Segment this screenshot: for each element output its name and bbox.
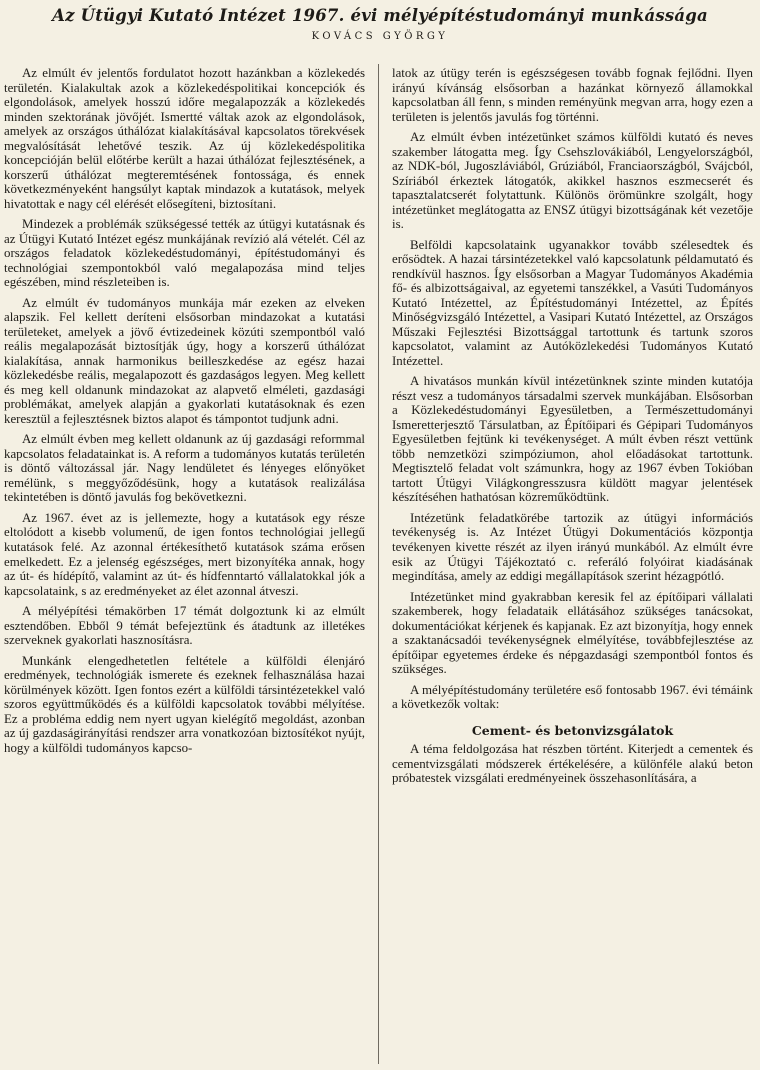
paragraph: Az elmúlt évben meg kellett oldanunk az új gazdasági reformmal kapcsolatos feladatainkat is. A reform a tudományos kutatás területén is döntő változással jár. Nagy lendületet és lényeges előnyöket remélünk, s meggyőződésünk, hogy a kutatások realizálása tekintetében is döntő javulás fog bekövetkezni. xyxy=(4,432,365,505)
paragraph: A mélyépítési témakörben 17 témát dolgoztunk ki az elmúlt esztendőben. Ebből 9 témát befejeztünk és átadtunk az illetékes szerveknek gyakorlati hasznosításra. xyxy=(4,604,365,648)
paragraph: Intézetünk feladatkörébe tartozik az útügyi információs tevékenység is. Az Intézet Útügyi Dokumentációs központja tevékenyen kivette részét az ilyen irányú munkából. Az elmúlt évre esik az Útügyi Tájékoztató c. referáló folyóirat kiadásának megindítása, amely az eddigi megállapítások szerint hézagpótló. xyxy=(392,510,753,584)
paragraph: Intézetünket mind gyakrabban keresik fel az építőipari vállalati szakemberek, hogy feladataik ellátásához szükséges tanácsokat, dokumentációkat kérjenek és kapjanak. Ez azt bizonyítja, hogy ennek a szaktanácsadói tevékenységnek elmélyítése, továbbfejlesztése az építőipar egyetemes érdeke és népgazdasági szempontból fontos és szükséges. xyxy=(392,589,753,677)
left-column xyxy=(4,66,365,761)
paragraph: latok az útügy terén is egészségesen tovább fognak fejlődni. Ilyen irányú kívánság elsősorban a hazánkat környező államokkal kapcsolatban áll fenn, s minden reményünk megvan arra, hogy ezen a területen is jelentős javulás fog történni. xyxy=(392,66,753,124)
article-title: Az Útügyi Kutató Intézet 1967. évi mélyépítéstudományi munkássága xyxy=(52,6,708,25)
paragraph: A téma feldolgozása hat részben történt. Kiterjedt a cementek és cementvizsgálati módszerek értékelésére, a különféle alakú beton próbatestek vizsgálati eredményeinek összehasonlítására, a xyxy=(392,742,753,786)
paragraph: Az 1967. évet az is jellemezte, hogy a kutatások egy része eltolódott a kisebb volumenű, de igen fontos technológiai jellegű kutatások felé. Az azonnal értékesíthető kutatások száma erősen emelkedett. Ez a jelenség egészséges, mert bizonyítéka annak, hogy az út- és hídépítő, valamint az út- és hídfenntartó vállalatokkal jók a kapcsolataink, s az eredményeket az élet azonnal átveszi. xyxy=(4,510,365,598)
right-column xyxy=(392,66,753,792)
paragraph: Mindezek a problémák szükségessé tették az útügyi kutatásnak és az Útügyi Kutató Intézet egész munkájának revízió alá vételét. Cél az országos feladatok közlekedéstudományi, építéstudományi és technológiai szempontokból való megalapozása mind teljes egészében, mind részleteiben is. xyxy=(4,217,365,290)
paragraph: Az elmúlt évben intézetünket számos külföldi kutató és neves szakember látogatta meg. Így Csehszlovákiából, Lengyelországból, az NDK-ból, Jugoszláviából, Grúziából, Franciaországból, Svájcból, Szíriából érkeztek látogatók, akikkel hasznos eszmecserét és tapasztalatcserét folytattunk. Különös örömünkre szolgált, hogy intézetünket meglátogatta az ENSZ útügyi bizottságának két vezetője is. xyxy=(392,130,753,232)
paragraph: Az elmúlt év tudományos munkája már ezeken az elveken alapszik. Fel kellett deríteni elsősorban mindazokat a kutatási területeket, amelyek a jövő évtizedeinek közúti szempontból való reális megalapozását biztosítják úgy, hogy a korszerű úthálózat kialakítása, annak harmonikus beilleszkedése az egész hazai közlekedésbe reális, megalapozott és gazdaságos legyen. Meg kellett és meg kell oldanunk mindazokat az alapvető elméleti, gazdasági problémákat, amelyek alapján a gyakorlati kutatásoknak és ezen keresztül a fejlesztésnek biztos alapot és támpontot tudjunk adni. xyxy=(4,295,365,426)
paragraph: A hivatásos munkán kívül intézetünknek szinte minden kutatója részt vesz a tudományos társadalmi szervek munkájában. Elsősorban a Közlekedéstudományi Egyesületben, a Természettudományi Ismeretterjesztő Társulatban, az Építőipari és Gépipari Tudományos Egyesületben fejtünk ki tevékenységet. A múlt évben részt vettünk több nemzetközi szimpóziumon, ahol előadásokat tartottunk. Megtisztelő feladat volt számunkra, hogy az 1967 évben Tokióban tartott Útügyi Világkongresszusra küldött magyar jelentések készítéséhen hathatósan közreműködtünk. xyxy=(392,374,753,505)
column-divider xyxy=(378,64,379,1064)
paragraph: Munkánk elengedhetetlen feltétele a külföldi élenjáró eredmények, technológiák ismerete és ezeknek felhasználása hazai körülmények között. Igen fontos ezért a külföldi társintézetekkel való szoros együttműködés és a külföldi kapcsolatok további mélyítése. Ez a probléma eddig nem nyert ugyan kielégítő megoldást, azonban az új gazdaságirányítási rendszer arra vonatkozóan biztosítékot nyújt, hogy a külföldi tudományos kapcso- xyxy=(4,653,365,755)
article-author: KOVÁCS GYÖRGY xyxy=(311,31,449,42)
paragraph: Belföldi kapcsolataink ugyanakkor tovább szélesedtek és erősödtek. A hazai társintézetekkel való kapcsolatunk példamutató és rendkívül hasznos. Így elsősorban a Magyar Tudományos Akadémia fő- és albizottságaival, az egyetemi tanszékkel, a Vasúti Tudományos Kutató Intézettel, az Építéstudományi Intézettel, az Építés Minőségvizsgáló Intézettel, a Vasipari Kutató Intézettel, az Országos Műszaki Fejlesztési Bizottsággal tartottunk és tartunk szoros kapcsolatot, valamint az Autóközlekedési Tudományos Kutató Intézettel. xyxy=(392,237,753,368)
paragraph: Az elmúlt év jelentős fordulatot hozott hazánkban a közlekedés területén. Kialakultak azok a közlekedéspolitikai koncepciók és elgondolások, amelyek hosszú időre megalapozzák a közlekedés minden szektorának jövőjét. Ismertté váltak azok az elgondolások, amelyek az országos úthálózat kialakításával kapcsolatos törekvések megvalósítását lehetővé teszik. Az új közlekedéspolitika koncepcióján belül előtérbe került a hazai úthálózat fejlesztésének, a korszerű úthálózat megteremtésének fontossága, és ennek következményeként hangsúlyt kaptak mindazok a kutatások, melyek hivatottak e nagy cél elérését elősegíteni, biztosítani. xyxy=(4,66,365,211)
paragraph: A mélyépítéstudomány területére eső fontosabb 1967. évi témáink a következők voltak: xyxy=(392,682,753,712)
section-heading: Cement- és betonvizsgálatok xyxy=(471,722,674,738)
